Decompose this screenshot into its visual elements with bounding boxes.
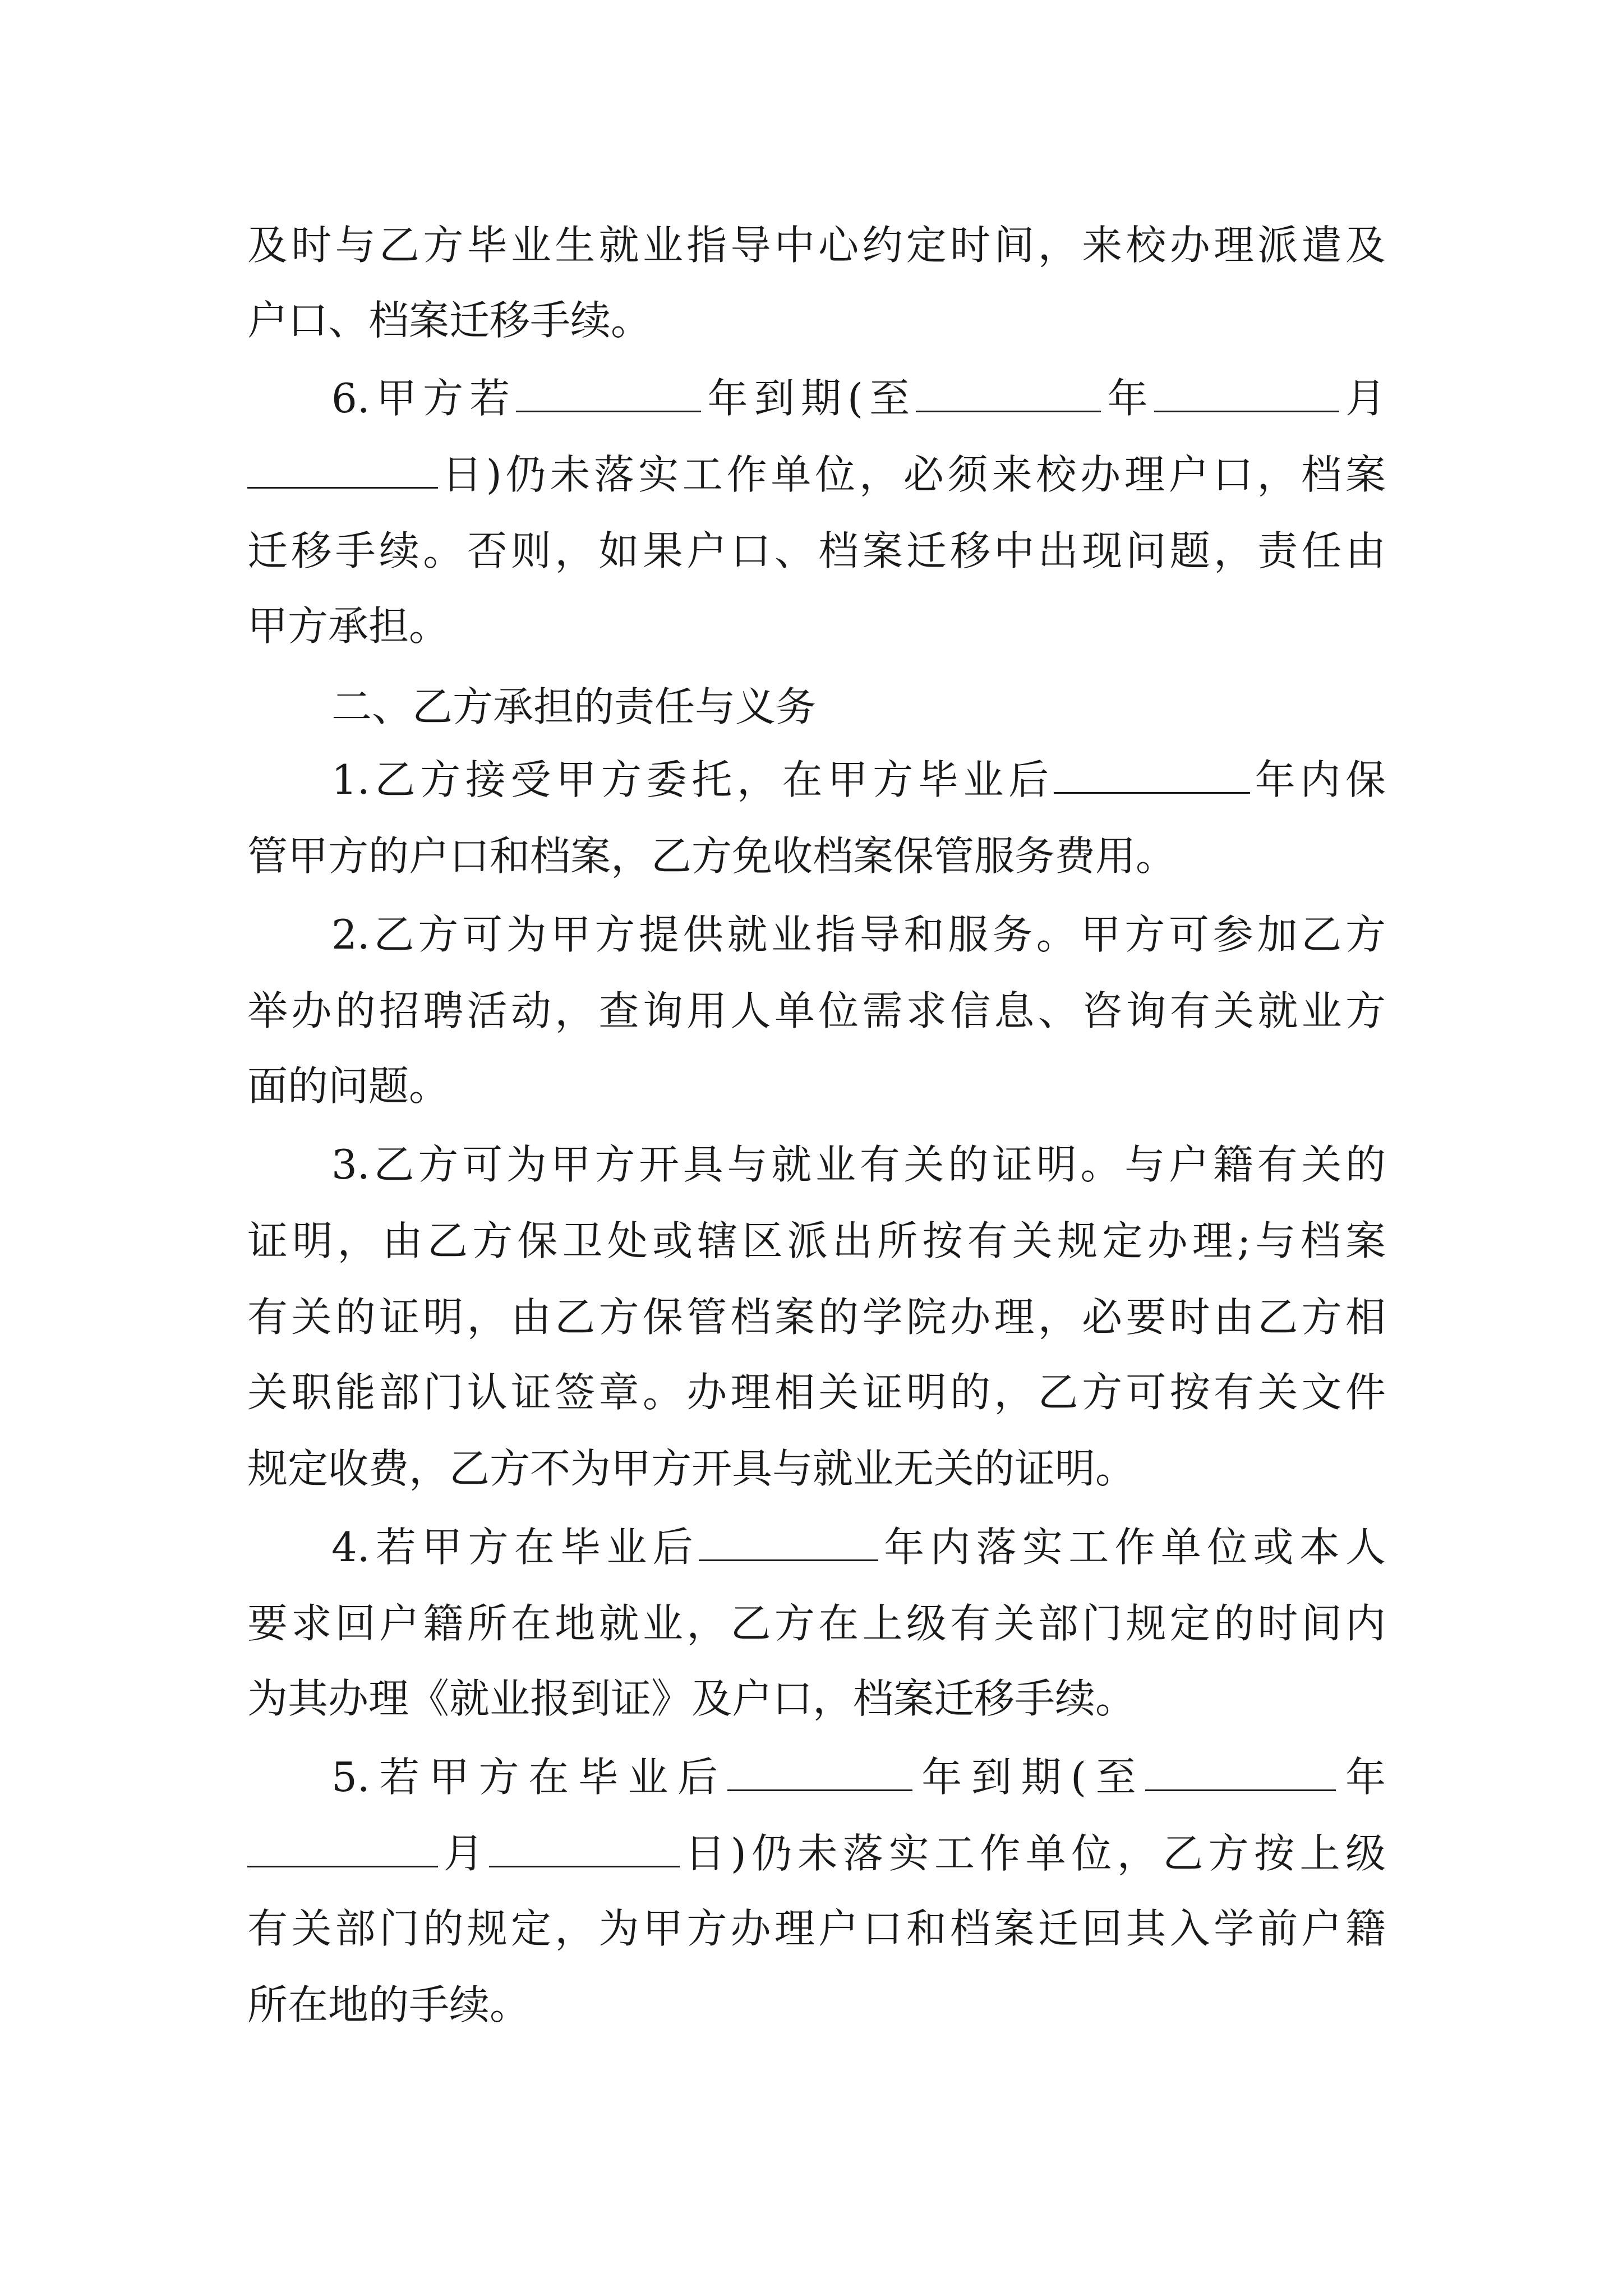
text: 甲方承担。	[247, 602, 450, 650]
text: 年到期(至	[912, 1754, 1146, 1801]
text-line	[247, 1429, 1386, 1508]
text: 举办的招聘活动，查询用人单位需求信息、咨询有关就业方	[247, 987, 1386, 1034]
text-line	[247, 1889, 1386, 1968]
clause-3	[331, 1125, 1386, 1204]
text: 日)仍未落实工作单位，必须来校办理户口，档案	[438, 451, 1386, 498]
blank-line[interactable]	[1054, 756, 1250, 794]
text-line	[247, 1659, 1386, 1738]
blank-line[interactable]	[516, 375, 701, 412]
text: 2.乙方可为甲方提供就业指导和服务。甲方可参加乙方	[331, 911, 1386, 958]
text-line	[247, 281, 1386, 360]
blank-line[interactable]	[727, 1754, 912, 1791]
text: 要求回户籍所在地就业，乙方在上级有关部门规定的时间内	[247, 1600, 1386, 1647]
text-line	[247, 817, 1386, 895]
text: 及时与乙方毕业生就业指导中心约定时间，来校办理派遣及	[247, 222, 1386, 269]
text: 面的问题。	[247, 1062, 450, 1110]
blank-line[interactable]	[1145, 1754, 1336, 1791]
text-line	[247, 1966, 1386, 2044]
text: 3.乙方可为甲方开具与就业有关的证明。与户籍有关的	[331, 1141, 1386, 1188]
blank-line[interactable]	[247, 1830, 438, 1867]
text: 证明，由乙方保卫处或辖区派出所按有关规定办理;与档案	[247, 1217, 1386, 1264]
clause-6	[331, 359, 1386, 438]
text: 管甲方的户口和档案，乙方免收档案保管服务费用。	[247, 832, 1177, 880]
blank-line[interactable]	[1154, 375, 1339, 412]
clause-2	[331, 895, 1386, 974]
blank-line[interactable]	[699, 1524, 878, 1561]
text: 年内落实工作单位或本人	[878, 1524, 1386, 1571]
text: 年内保	[1249, 756, 1386, 803]
section-heading	[331, 668, 1386, 746]
blank-line[interactable]	[247, 451, 438, 489]
text-line	[247, 1047, 1386, 1125]
text: 年到期(至	[701, 375, 916, 422]
text: 关职能部门认证签章。办理相关证明的，乙方可按有关文件	[247, 1369, 1386, 1416]
text-line	[247, 1202, 1386, 1280]
text-line	[247, 1278, 1386, 1356]
text: 迁移手续。否则，如果户口、档案迁移中出现问题，责任由	[247, 527, 1386, 574]
text: 户口、档案迁移手续。	[247, 297, 652, 344]
section-title: 二、乙方承担的责任与义务	[331, 683, 817, 730]
text-line	[247, 206, 1386, 284]
text: 月	[438, 1830, 489, 1877]
text: 规定收费，乙方不为甲方开具与就业无关的证明。	[247, 1445, 1136, 1492]
text: 有关部门的规定，为甲方办理户口和档案迁回其入学前户籍	[247, 1905, 1386, 1952]
text-line	[247, 1353, 1386, 1432]
text-line	[247, 1814, 1386, 1893]
text: 5.若甲方在毕业后	[331, 1754, 727, 1801]
clause-5	[331, 1738, 1386, 1816]
clause-1	[331, 740, 1386, 819]
text: 月	[1339, 375, 1386, 422]
blank-line[interactable]	[489, 1830, 680, 1867]
text: 所在地的手续。	[247, 1981, 531, 2028]
text: 1.乙方接受甲方委托，在甲方毕业后	[331, 756, 1054, 803]
text-line	[247, 435, 1386, 514]
clause-4	[331, 1508, 1386, 1586]
text: 年	[1101, 375, 1154, 422]
text-line	[247, 1584, 1386, 1663]
text: 6.甲方若	[331, 375, 517, 422]
text-line	[247, 972, 1386, 1050]
text-line	[247, 512, 1386, 590]
text: 为其办理《就业报到证》及户口，档案迁移手续。	[247, 1675, 1136, 1722]
text: 4.若甲方在毕业后	[331, 1524, 699, 1571]
text: 有关的证明，由乙方保管档案的学院办理，必要时由乙方相	[247, 1294, 1386, 1341]
text: 日)仍未落实工作单位，乙方按上级	[679, 1830, 1386, 1877]
text-line	[247, 587, 1386, 665]
blank-line[interactable]	[916, 375, 1101, 412]
text: 年	[1336, 1754, 1386, 1801]
